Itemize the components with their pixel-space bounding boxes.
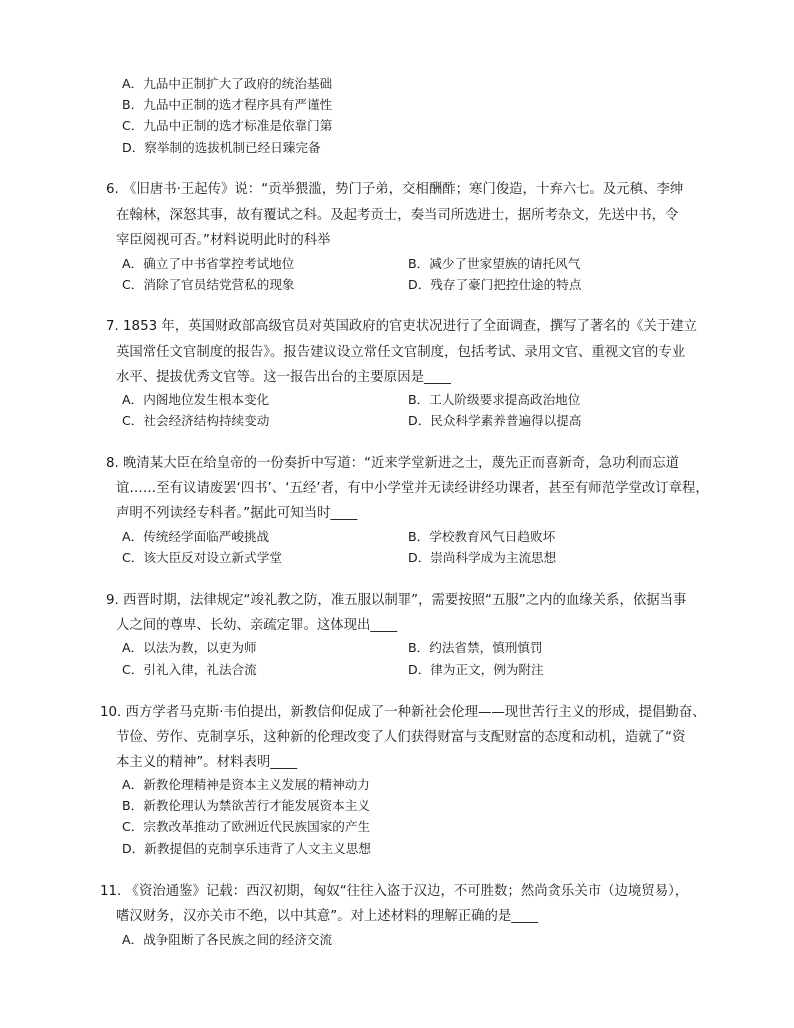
q8-option-a: A．传统经学面临严峻挑战	[122, 529, 270, 544]
q10-stem-line-1: 10. 西方学者马克斯·韦伯提出，新教信仰促成了一种新社会伦理——现世苦行主义的形成，提倡勤奋、	[100, 705, 706, 720]
q10-option-d: D．新教提倡的克制享乐违背了人文主义思想	[122, 841, 371, 856]
q7-option-b: B．工人阶级要求提高政治地位	[408, 392, 581, 407]
q7-option-a: A．内阁地位发生根本变化	[122, 392, 270, 407]
q7-stem-line-3: 水平、提拔优秀文官等。这一报告出台的主要原因是____	[116, 370, 451, 385]
q6-option-a: A．确立了中书省掌控考试地位	[122, 256, 295, 271]
q10-option-b: B．新教伦理认为禁欲苦行才能发展资本主义	[122, 798, 370, 813]
q8-stem-line-1: 8. 晚清某大臣在给皇帝的一份奏折中写道：“近来学堂新进之士，蔑先正而喜新奇，急功利而忘道	[106, 456, 679, 471]
q11-option-a: A．战争阻断了各民族之间的经济交流	[122, 932, 333, 947]
q9-option-a: A．以法为教，以吏为师	[122, 640, 257, 655]
q6-option-c: C．消除了官员结党营私的现象	[122, 277, 295, 292]
q6-stem-line-2: 在翰林，深怒其事，故有覆试之科。及起考贡士，奏当司所选进士，据所考杂文，先送中书，令	[116, 208, 679, 223]
q5-option-b: B．九品中正制的选才程序具有严谨性	[122, 97, 333, 112]
q9-stem-line-2: 人之间的尊卑、长幼、亲疏定罪。这体现出____	[116, 618, 398, 633]
q11-stem-line-2: 嗜汉财务，汉亦关市不绝，以中其意”。对上述材料的理解正确的是____	[116, 909, 539, 924]
q5-option-a: A．九品中正制扩大了政府的统治基础	[122, 76, 333, 91]
q5-option-d: D．察举制的选拔机制已经日臻完备	[122, 140, 321, 155]
q10-stem-line-3: 本主义的精神”。材料表明____	[116, 755, 298, 770]
q9-option-d: D．律为正文，例为附注	[408, 662, 544, 677]
q8-stem-line-2: 谊……至有议请废罢‘四书’、‘五经’者，有中小学堂并无读经讲经功课者，甚至有师范学堂改订章程，	[116, 481, 709, 496]
q6-option-d: D．残存了豪门把控仕途的特点	[408, 277, 582, 292]
q6-stem-line-3: 宰臣阅视可否。”材料说明此时的科举	[116, 233, 331, 248]
q8-option-b: B．学校教育风气日趋败坏	[408, 529, 556, 544]
q8-option-d: D．崇尚科学成为主流思想	[408, 550, 557, 565]
q7-option-d: D．民众科学素养普遍得以提高	[408, 413, 582, 428]
q7-option-c: C．社会经济结构持续变动	[122, 413, 270, 428]
q9-stem-line-1: 9. 西晋时期，法律规定“竣礼教之防，准五服以制罪”，需要按照“五服”之内的血缘关系，依据当事	[106, 593, 687, 608]
q8-option-c: C．该大臣反对设立新式学堂	[122, 550, 282, 565]
q10-option-c: C．宗教改革推动了欧洲近代民族国家的产生	[122, 819, 371, 834]
q10-option-a: A．新教伦理精神是资本主义发展的精神动力	[122, 777, 370, 792]
q8-stem-line-3: 声明不列读经专科者。”据此可知当时____	[116, 506, 358, 521]
q7-stem-line-1: 7. 1853 年，英国财政部高级官员对英国政府的官吏状况进行了全面调查，撰写了著名的《关于建立	[106, 319, 697, 334]
q5-option-c: C．九品中正制的选才标准是依靠门第	[122, 118, 333, 133]
q6-option-b: B．减少了世家望族的请托风气	[408, 256, 581, 271]
q11-stem-line-1: 11. 《资治通鉴》记载：西汉初期，匈奴“往往入盗于汉边，不可胜数；然尚贪乐关市（边境贸易），	[100, 884, 689, 899]
q6-stem-line-1: 6. 《旧唐书·王起传》说：“贡举猥滥，势门子弟，交相酬酢；寒门俊造，十弃六七。及元稹、李绅	[106, 182, 684, 197]
q10-stem-line-2: 节俭、劳作、克制享乐，这种新的伦理改变了人们获得财富与支配财富的态度和动机，造就了“资	[116, 730, 686, 745]
q9-option-b: B．约法省禁，慎刑慎罚	[408, 640, 543, 655]
q7-stem-line-2: 英国常任文官制度的报告》。报告建议设立常任文官制度，包括考试、录用文官、重视文官的专业	[116, 345, 686, 360]
q9-option-c: C．引礼入律，礼法合流	[122, 662, 257, 677]
